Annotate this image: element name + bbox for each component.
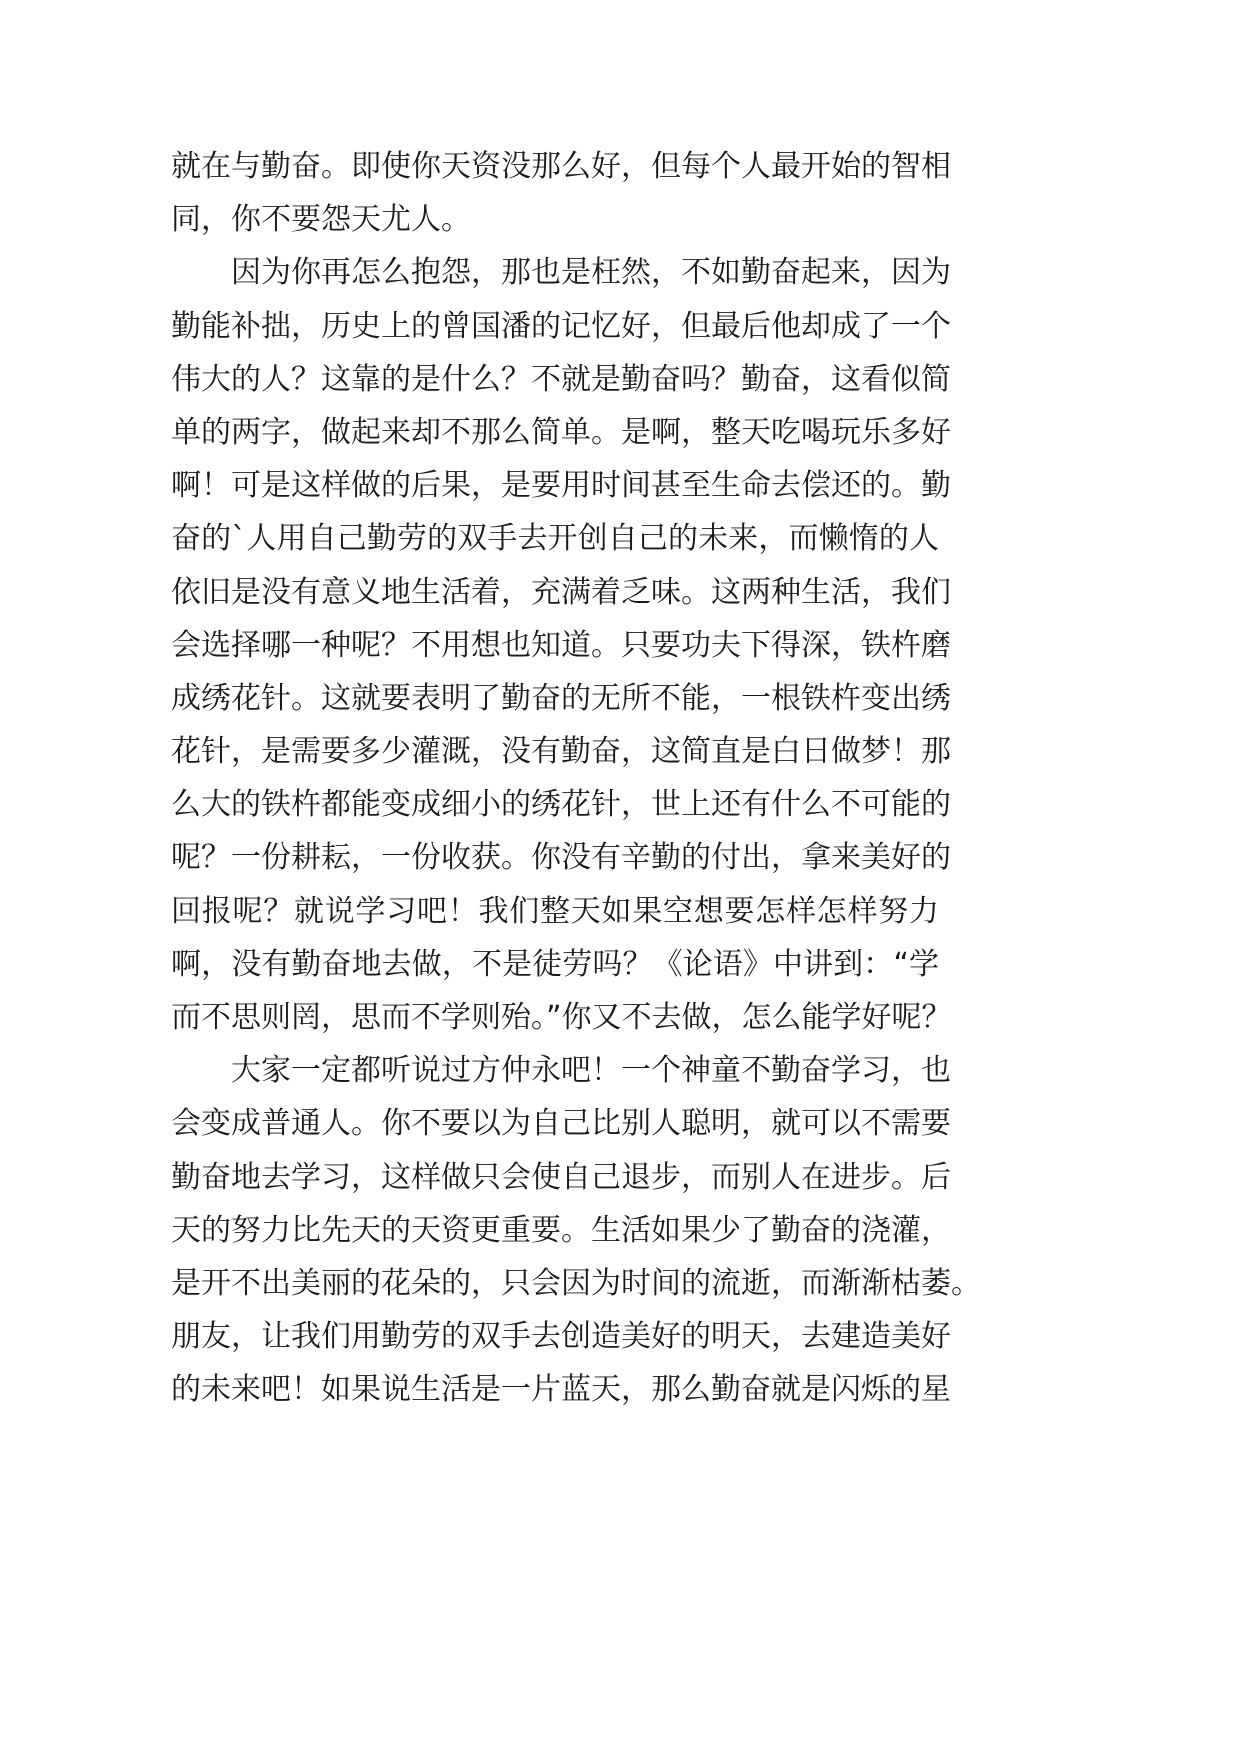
- text-line: 的未来吧！如果说生活是一片蓝天，那么勤奋就是闪烁的星: [171, 1372, 951, 1408]
- text-line: 回报呢？就说学习吧！我们整天如果空想要怎样怎样努力: [171, 893, 939, 929]
- text-line: 啊，没有勤奋地去做，不是徒劳吗？《论语》中讲到：“学: [171, 946, 939, 982]
- text-line: 呢？一份耕耘，一份收获。你没有辛勤的付出，拿来美好的: [171, 840, 951, 876]
- text-line: 会变成普通人。你不要以为自己比别人聪明，就可以不需要: [171, 1106, 951, 1142]
- text-line: 而不思则罔，思而不学则殆。”你又不去做，怎么能学好呢？: [171, 1000, 952, 1035]
- text-line: 会选择哪一种呢？不用想也知道。只要功夫下得深，铁杵磨: [171, 627, 951, 663]
- text-line: 花针，是需要多少灌溉，没有勤奋，这简直是白日做梦！那: [171, 734, 951, 770]
- text-line: 天的努力比先天的天资更重要。生活如果少了勤奋的浇灌，: [171, 1212, 951, 1248]
- text-line: 伟大的人？这靠的是什么？不就是勤奋吗？勤奋，这看似简: [171, 361, 951, 397]
- text-line: 单的两字，做起来却不那么简单。是啊，整天吃喝玩乐多好: [171, 414, 951, 450]
- text-line: 朋友，让我们用勤劳的双手去创造美好的明天，去建造美好: [171, 1319, 951, 1355]
- text-line: 勤奋地去学习，这样做只会使自己退步，而别人在进步。后: [171, 1159, 951, 1195]
- text-line: 大家一定都听说过方仲永吧！一个神童不勤奋学习，也: [171, 1053, 951, 1089]
- text-line: 勤能补拙，历史上的曾国潘的记忆好，但最后他却成了一个: [171, 308, 951, 344]
- text-line: 啊！可是这样做的后果，是要用时间甚至生命去偿还的。勤: [171, 468, 951, 504]
- text-line: 奋的`人用自己勤劳的双手去开创自己的未来，而懒惰的人: [171, 521, 939, 557]
- text-line: 是开不出美丽的花朵的，只会因为时间的流逝，而渐渐枯萎。: [171, 1265, 981, 1301]
- text-line: 依旧是没有意义地生活着，充满着乏味。这两种生活，我们: [171, 574, 951, 610]
- text-line: 成绣花针。这就要表明了勤奋的无所不能，一根铁杵变出绣: [171, 680, 951, 716]
- text-line: 么大的铁杵都能变成细小的绣花针，世上还有什么不可能的: [171, 787, 951, 823]
- body-text: [171, 146, 981, 1423]
- text-line: 因为你再怎么抱怨，那也是枉然，不如勤奋起来，因为: [171, 255, 951, 291]
- text-line: 就在与勤奋。即使你天资没那么好，但每个人最开始的智相: [171, 149, 951, 184]
- text-line: 同，你不要怨天尤人。: [171, 202, 471, 238]
